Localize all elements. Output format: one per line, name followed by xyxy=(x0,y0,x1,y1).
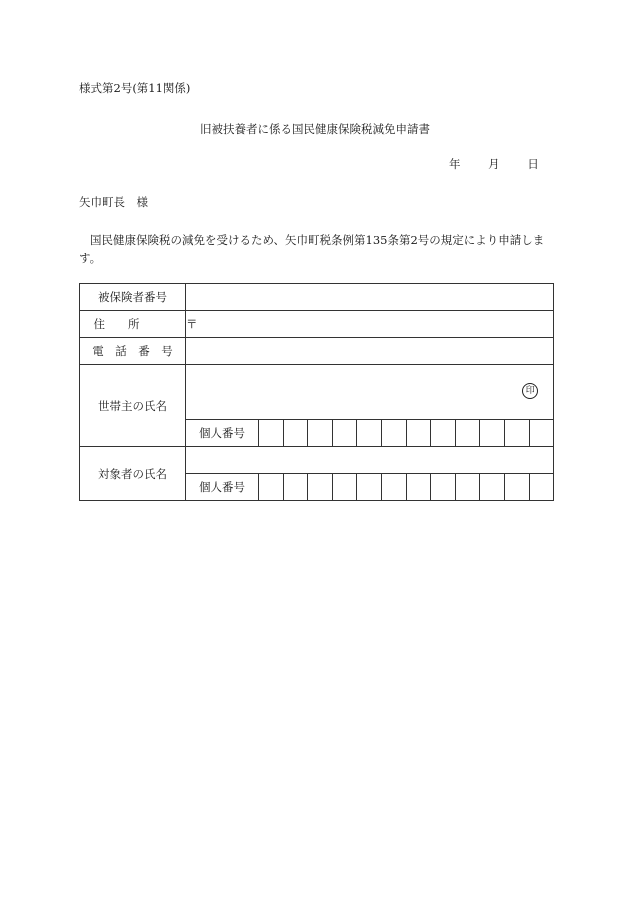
personal-number-digit[interactable] xyxy=(455,420,480,447)
insured-number-row xyxy=(80,284,554,311)
personal-number-digit[interactable] xyxy=(431,474,456,501)
application-table xyxy=(79,283,554,501)
personal-number-digit[interactable] xyxy=(381,474,406,501)
personal-number-digit[interactable] xyxy=(455,474,480,501)
personal-number-digit[interactable] xyxy=(332,474,357,501)
date-day: 日 xyxy=(527,157,539,171)
household-head-name-field[interactable] xyxy=(186,365,554,420)
household-head-label: 世帯主の氏名 xyxy=(80,365,186,447)
personal-number-digit[interactable] xyxy=(308,420,333,447)
personal-number-label: 個人番号 xyxy=(186,420,259,447)
insured-number-field[interactable] xyxy=(186,284,554,311)
personal-number-digit[interactable] xyxy=(529,474,554,501)
insured-number-label: 被保険者番号 xyxy=(80,284,186,311)
personal-number-label: 個人番号 xyxy=(186,474,259,501)
phone-label: 電 話 番 号 xyxy=(80,338,186,365)
address-field[interactable] xyxy=(186,311,554,338)
postal-mark: 〒 xyxy=(186,317,198,331)
personal-number-digit[interactable] xyxy=(504,420,529,447)
personal-number-digit[interactable] xyxy=(357,474,382,501)
addressee: 矢巾町長 様 xyxy=(79,195,148,209)
date-line xyxy=(449,156,539,172)
personal-number-digit[interactable] xyxy=(406,474,431,501)
personal-number-digit[interactable] xyxy=(283,474,308,501)
personal-number-digit[interactable] xyxy=(529,420,554,447)
personal-number-digit[interactable] xyxy=(332,420,357,447)
personal-number-digit[interactable] xyxy=(308,474,333,501)
personal-number-digit[interactable] xyxy=(259,420,284,447)
target-person-label: 対象者の氏名 xyxy=(80,447,186,501)
date-year: 年 xyxy=(449,157,461,171)
target-person-name-row xyxy=(80,447,554,474)
address-label: 住 所 xyxy=(80,311,186,338)
personal-number-digit[interactable] xyxy=(357,420,382,447)
application-statement: 国民健康保険税の減免を受けるため、矢巾町税条例第135条第2号の規定により申請します。 xyxy=(79,233,545,265)
personal-number-digit[interactable] xyxy=(431,420,456,447)
personal-number-digit[interactable] xyxy=(259,474,284,501)
address-row xyxy=(80,311,554,338)
personal-number-digit[interactable] xyxy=(504,474,529,501)
personal-number-digit[interactable] xyxy=(480,420,505,447)
date-month: 月 xyxy=(488,157,500,171)
seal-mark: 印 xyxy=(522,383,538,399)
personal-number-digit[interactable] xyxy=(381,420,406,447)
phone-field[interactable] xyxy=(186,338,554,365)
personal-number-digit[interactable] xyxy=(406,420,431,447)
target-person-name-field[interactable] xyxy=(186,447,554,474)
personal-number-digit[interactable] xyxy=(480,474,505,501)
document-title: 旧被扶養者に係る国民健康保険税減免申請書 xyxy=(200,122,430,136)
form-number: 様式第2号(第11関係) xyxy=(79,81,191,95)
household-head-name-row xyxy=(80,365,554,420)
phone-row xyxy=(80,338,554,365)
personal-number-digit[interactable] xyxy=(283,420,308,447)
